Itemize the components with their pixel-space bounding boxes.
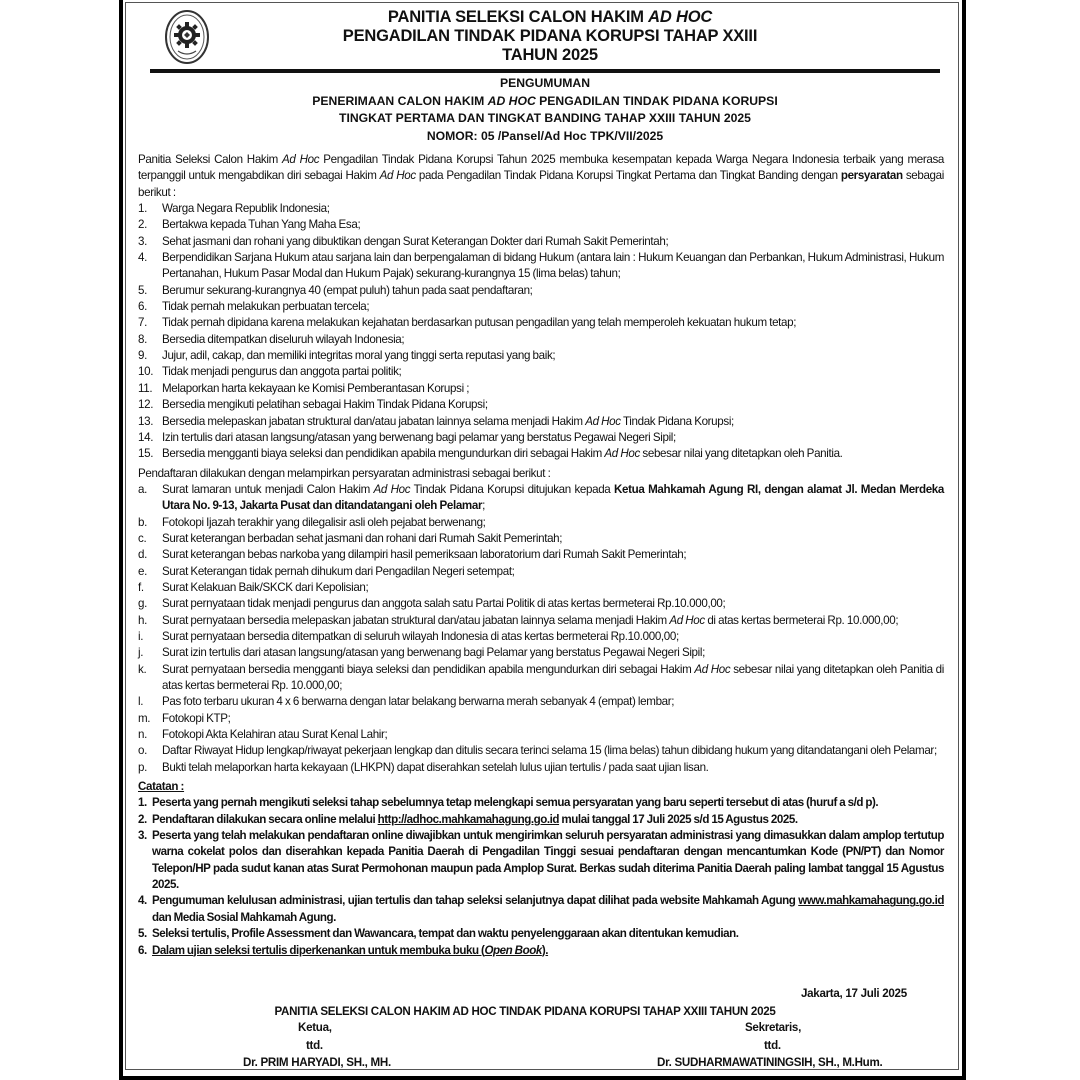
text-run: sebesar nilai yang ditetapkan oleh Panitia di atas kertas bermeterai Rp. 10.000,00; <box>162 662 944 692</box>
document-item <box>138 645 944 661</box>
announcement-subtitle-2: TINGKAT PERTAMA DAN TINGKAT BANDING TAHAP XXIII TAHUN 2025 <box>339 111 751 125</box>
document-item <box>138 760 944 776</box>
text-run: Bersedia melepaskan jabatan struktural dan/atau jabatan lainnya selama menjadi Hakim <box>162 414 586 428</box>
requirement-item-text: Bersedia mengikuti pelatihan sebagai Hakim Tindak Pidana Korupsi; <box>162 398 488 412</box>
requirement-item-text: Izin tertulis dari atasan langsung/atasan yang berwenang bagi pelamar yang berstatus Pegawai Negeri Sipil; <box>162 430 676 444</box>
requirement-item <box>138 283 944 299</box>
note-item-text: Peserta yang pernah mengikuti seleksi tahap sebelumnya tetap melengkapi semua persyaratan yang baru seperti tersebut di atas (huruf a s/d p). <box>152 796 879 810</box>
document-item-text: Fotokopi Ijazah terakhir yang dilegalisir asli oleh pejabat berwenang; <box>162 515 486 529</box>
requirement-item-text: Bersedia ditempatkan diseluruh wilayah Indonesia; <box>162 332 405 346</box>
intro-paragraph: Panitia Seleksi Calon Hakim Ad Hoc Pengadilan Tindak Pidana Korupsi Tahun 2025 membuka kesempatan kepada Warga Negara Indonesia terbaik yang merasa terpanggil untuk mengabdikan diri sebagai Hakim Ad Hoc pada Pengadilan Tindak Pidana Korupsi Tingkat Pertama dan Tingkat Banding dengan persyaratan sebagai berikut : <box>138 153 945 199</box>
requirement-item <box>138 348 944 364</box>
text-run: Surat pernyataan bersedia melepaskan jabatan struktural dan/atau jabatan lainnya selama menjadi Hakim <box>162 613 670 627</box>
requirement-item-number: 14. <box>138 430 154 444</box>
document-item-number: f. <box>138 580 144 594</box>
document-item-text: Fotokopi Akta Kelahiran atau Surat Kenal Lahir; <box>162 728 388 742</box>
note-item-number: 5. <box>138 927 147 941</box>
text-run: Dalam ujian seleksi tertulis diperkenankan untuk membuka buku ( <box>152 943 485 957</box>
text-run: Surat lamaran untuk menjadi Calon Hakim <box>162 482 374 496</box>
text-run: dan Media Sosial Mahkamah Agung. <box>152 910 336 924</box>
italic-term: Open Book <box>484 943 542 957</box>
document-item <box>138 482 944 515</box>
text-run: ; <box>482 499 486 513</box>
header-title-line2: PENGADILAN TINDAK PIDANA KORUPSI TAHAP XXIII <box>342 27 758 45</box>
announcement-label: PENGUMUMAN <box>499 76 591 90</box>
note-item-number: 6. <box>138 943 147 957</box>
requirement-item <box>138 364 944 380</box>
website-link[interactable]: www.mahkamahagung.go.id <box>798 894 944 908</box>
document-item-text: Surat Kelakuan Baik/SKCK dari Kepolisian; <box>162 580 369 594</box>
requirement-item <box>138 430 944 446</box>
chair-role: Ketua, <box>298 1021 332 1034</box>
requirement-item <box>138 381 944 397</box>
requirement-item <box>138 234 944 250</box>
document-item-number: c. <box>138 531 147 545</box>
note-item <box>138 943 944 959</box>
document-item-number: a. <box>138 482 147 496</box>
document-item-text: Fotokopi KTP; <box>162 711 231 725</box>
note-item <box>138 812 944 828</box>
text-run: Pendaftaran dilakukan secara online melalui <box>152 812 378 826</box>
header-title-line1: PANITIA SELEKSI CALON HAKIM AD HOC <box>387 8 713 26</box>
requirement-item-text: Berpendidikan Sarjana Hukum atau sarjana lain dan berpengalaman di bidang Hukum (antara lain : Hukum Keuangan dan Perbankan, Hukum Administrasi, Hukum Pertanahan, Hukum Pasar Modal dan Hukum Pajak) sekurang-kurangnya 15 (lima belas) tahun; <box>162 251 944 281</box>
document-item-text: Pas foto terbaru ukuran 4 x 6 berwarna dengan latar belakang berwarna merah sebanyak 4 (empat) lembar; <box>162 695 675 709</box>
registration-intro: Pendaftaran dilakukan dengan melampirkan persyaratan administrasi sebagai berikut : <box>138 466 551 480</box>
document-item <box>138 580 944 596</box>
requirement-item <box>138 446 944 462</box>
requirement-item-text: Tidak menjadi pengurus dan anggota partai politik; <box>162 365 402 379</box>
document-item-number: m. <box>138 711 151 725</box>
note-item-text: Seleksi tertulis, Profile Assessment dan Wawancara, tempat dan waktu penyelenggaraan akan ditentukan kemudian. <box>152 927 739 941</box>
document-item-text: Bukti telah melaporkan harta kekayaan (LHKPN) dapat diserahkan setelah lulus ujian tertulis / pada saat ujian lisan. <box>162 760 709 774</box>
note-item <box>138 926 944 942</box>
requirement-item-text: Melaporkan harta kekayaan ke Komisi Pemberantasan Korupsi ; <box>162 381 470 395</box>
document-item-number: e. <box>138 564 147 578</box>
requirement-item-text: Warga Negara Republik Indonesia; <box>162 202 330 216</box>
requirement-item-number: 1. <box>138 202 147 216</box>
document-item <box>138 711 944 727</box>
requirement-item-text: Jujur, adil, cakap, dan memiliki integritas moral yang tinggi serta reputasi yang baik; <box>162 349 556 363</box>
announcement-subtitle-1: PENERIMAAN CALON HAKIM AD HOC PENGADILAN TINDAK PIDANA KORUPSI <box>312 94 778 108</box>
header-divider <box>150 69 940 73</box>
text-run: Surat pernyataan bersedia mengganti biaya seleksi dan pendidikan apabila mengundurkan diri sebagai Hakim <box>162 662 695 676</box>
secretary-signature: ttd. <box>764 1039 781 1052</box>
text-run: Pengumuman kelulusan administrasi, ujian tertulis dan tahap seleksi selanjutnya dapat dilihat pada website Mahkamah Agung <box>152 894 799 908</box>
requirement-item-number: 12. <box>138 398 154 412</box>
note-item-number: 3. <box>138 829 147 843</box>
note-item <box>138 828 944 893</box>
note-item-text <box>152 812 944 828</box>
note-item-text <box>152 893 944 926</box>
notes-title: Catatan : <box>138 780 185 794</box>
document-item-number: p. <box>138 760 147 774</box>
document-item <box>138 564 944 580</box>
note-item <box>138 893 944 926</box>
requirement-item-text: Tidak pernah dipidana karena melakukan kejahatan berdasarkan putusan pengadilan yang telah memperoleh kekuatan hukum tetap; <box>162 316 797 330</box>
requirement-item <box>138 315 944 331</box>
document-item-text <box>162 662 944 695</box>
text-run: mulai tanggal 17 Juli 2025 s/d 15 Agustus 2025. <box>559 812 798 826</box>
document-item <box>138 662 944 695</box>
requirement-item-number: 9. <box>138 349 147 363</box>
document-item-number: j. <box>138 646 144 660</box>
requirement-item-number: 6. <box>138 300 147 314</box>
document-item-text: Surat izin tertulis dari atasan langsung/atasan yang berwenang bagi Pelamar yang berstatus Pegawai Negeri Sipil; <box>162 646 705 660</box>
requirement-item-number: 10. <box>138 365 154 379</box>
document-item-number: b. <box>138 515 147 529</box>
document-item-text: Surat keterangan bebas narkoba yang dilampiri hasil pemeriksaan laboratorium dari Rumah Sakit Pemerintah; <box>162 548 687 562</box>
text-run: sebesar nilai yang ditetapkan oleh Panitia. <box>639 447 843 461</box>
document-item-number: k. <box>138 662 147 676</box>
text-run: di atas kertas bermeterai Rp. 10.000,00; <box>704 613 899 627</box>
document-item <box>138 743 944 759</box>
website-link[interactable]: http://adhoc.mahkamahagung.go.id <box>377 812 560 826</box>
secretary-role: Sekretaris, <box>745 1021 801 1034</box>
requirement-item-number: 11. <box>138 381 153 395</box>
document-item-text <box>162 482 944 515</box>
header-title-line3: TAHUN 2025 <box>502 46 598 64</box>
document-item <box>138 727 944 743</box>
announcement-body <box>138 152 944 959</box>
place-date: Jakarta, 17 Juli 2025 <box>801 987 907 1000</box>
documents-list <box>138 482 944 776</box>
requirement-item-number: 13. <box>138 414 154 428</box>
italic-term: Ad Hoc <box>585 414 621 428</box>
note-item <box>138 795 944 811</box>
note-item-text: Peserta yang telah melakukan pendaftaran online diwajibkan untuk mengirimkan seluruh persyaratan administrasi yang dimasukkan dalam amplop tertutup warna cokelat polos dan diserahkan kepada Panitia Daerah di Pengadilan Tinggi sesuai pendaftaran dengan mencantumkan Kode (PN/PT) dan Nomor Telepon/HP pada sudut kanan atas Surat Permohonan maupun pada Amplop Surat. Berkas sudah diterima Panitia Daerah paling lambat tanggal 15 Agustus 2025. <box>152 829 944 892</box>
requirement-item-number: 15. <box>138 447 154 461</box>
chair-signature: ttd. <box>306 1039 323 1052</box>
requirement-item-text: Bertakwa kepada Tuhan Yang Maha Esa; <box>162 218 361 232</box>
text-run: Bersedia mengganti biaya seleksi dan pendidikan apabila mengundurkan diri sebagai Hakim <box>162 447 605 461</box>
note-item-number: 2. <box>138 812 147 826</box>
requirement-item <box>138 201 944 217</box>
document-item-number: d. <box>138 548 147 562</box>
document-item <box>138 596 944 612</box>
requirement-item-text <box>162 414 944 430</box>
requirement-item <box>138 414 944 430</box>
bold-address: Ketua Mahkamah Agung RI, dengan alamat Jl. Medan Merdeka Utara No. 9-13, Jakarta Pusat dan ditandatangani oleh Pelamar <box>162 482 944 513</box>
text-run: ). <box>541 943 549 957</box>
document-item-text: Surat pernyataan tidak menjadi pengurus dan anggota salah satu Partai Politik di atas kertas bermeterai Rp.10.000,00; <box>162 597 726 611</box>
requirement-item <box>138 299 944 315</box>
document-item-number: h. <box>138 613 147 627</box>
document-item-text: Surat pernyataan bersedia ditempatkan di seluruh wilayah Indonesia di atas kertas bermeterai Rp.10.000,00; <box>162 629 679 643</box>
document-item-number: l. <box>138 695 144 709</box>
text-run: Tindak Pidana Korupsi ditujukan kepada <box>410 482 615 496</box>
committee-name: PANITIA SELEKSI CALON HAKIM AD HOC TINDAK PIDANA KORUPSI TAHAP XXIII TAHUN 2025 <box>274 1005 776 1018</box>
document-item-number: n. <box>138 728 147 742</box>
document-item-text: Surat keterangan berbadan sehat jasmani dan rohani dari Rumah Sakit Pemerintah; <box>162 531 563 545</box>
requirements-list <box>138 201 944 463</box>
requirement-item-number: 2. <box>138 218 147 232</box>
document-item <box>138 629 944 645</box>
announcement-number: NOMOR: 05 /Pansel/Ad Hoc TPK/VII/2025 <box>426 129 664 143</box>
notes-list <box>138 795 944 958</box>
requirement-item-text <box>162 446 944 462</box>
requirement-item-number: 5. <box>138 283 147 297</box>
italic-term: Ad Hoc <box>669 613 705 627</box>
document-item-text <box>162 613 944 629</box>
document-item-number: o. <box>138 744 147 758</box>
note-item-number: 1. <box>138 796 147 810</box>
requirement-item-number: 3. <box>138 234 147 248</box>
requirement-item-number: 8. <box>138 332 147 346</box>
requirement-item-text: Berumur sekurang-kurangnya 40 (empat puluh) tahun pada saat pendaftaran; <box>162 283 533 297</box>
requirement-item <box>138 397 944 413</box>
document-item-text: Surat Keterangan tidak pernah dihukum dari Pengadilan Negeri setempat; <box>162 564 515 578</box>
requirement-item-text: Tidak pernah melakukan perbuatan tercela; <box>162 300 370 314</box>
note-item-number: 4. <box>138 894 147 908</box>
document-item <box>138 694 944 710</box>
requirement-item-number: 4. <box>138 251 147 265</box>
requirement-item <box>138 217 944 233</box>
document-item-number: i. <box>138 629 144 643</box>
italic-term: Ad Hoc <box>604 447 640 461</box>
document-item <box>138 547 944 563</box>
text-run: Tindak Pidana Korupsi; <box>620 414 734 428</box>
secretary-name: Dr. SUDHARMAWATININGSIH, SH., M.Hum. <box>657 1056 883 1069</box>
requirement-item-text: Sehat jasmani dan rohani yang dibuktikan dengan Surat Keterangan Dokter dari Rumah Sakit Pemerintah; <box>162 234 669 248</box>
document-item-number: g. <box>138 597 147 611</box>
requirement-item <box>138 332 944 348</box>
note-item-text <box>152 943 944 959</box>
italic-term: Ad Hoc <box>373 482 411 496</box>
mahkamah-agung-seal-logo <box>164 9 210 65</box>
document-item-text: Daftar Riwayat Hidup lengkap/riwayat pekerjaan lengkap dan ditulis secara terinci selama 15 (lima belas) tahun dibidang hukum yang ditandatangani oleh Pelamar; <box>162 744 937 758</box>
italic-term: Ad Hoc <box>694 662 731 676</box>
document-item <box>138 613 944 629</box>
requirement-item <box>138 250 944 283</box>
chair-name: Dr. PRIM HARYADI, SH., MH. <box>243 1056 391 1069</box>
document-item <box>138 515 944 531</box>
requirement-item-number: 7. <box>138 316 147 330</box>
document-item <box>138 531 944 547</box>
